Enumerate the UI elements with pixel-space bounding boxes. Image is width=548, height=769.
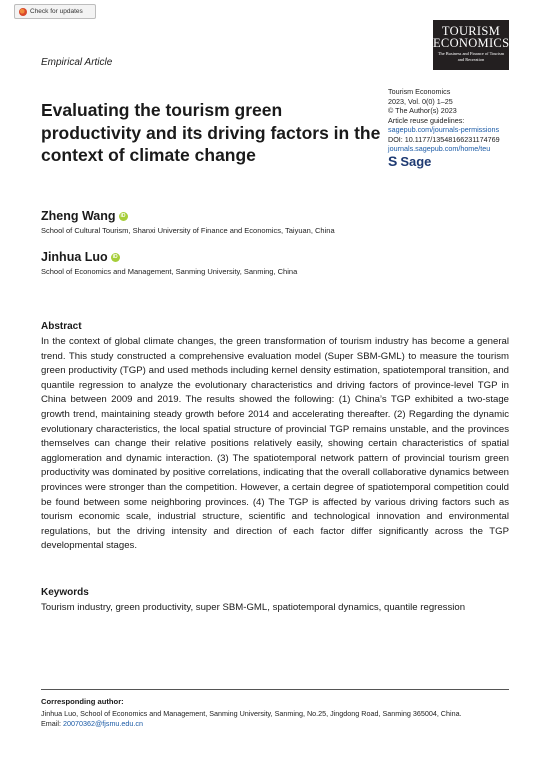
author-name-text: Jinhua Luo xyxy=(41,250,108,264)
abstract-text: In the context of global climate changes, the green transformation of tourism industry has become a general trend. This study constructed a comprehensive evaluation model (Super SBM-GML) to measure the tourism green productivity (TGP) and used methods including kernel density estimation, spatiotemporal transition, and quantile regression to analyze the evolutionary characteristics and driving factors of province-level TGP in China between 2009 and 2019. The results showed the following: (1) China’s TGP exhibited a two-stage growth trend, maintaining steady growth before 2014 and accelerating thereafter. (2) Regarding the dynamic evolutionary characteristics, the local spatial structure of provincial TGP remains unstable, and the provinces themselves can change their relative positions relatively easily, showing certain characteristics of spatial agglomeration and dynamic interaction. (3) The spatiotemporal network pattern of provincial tourism green productivity was dominated by positive correlations, indicating that the overall collaborative dynamics between provinces were stronger than the competition. However, a certain degree of spatiotemporal competition could be found between some neighboring provinces. (4) The TGP is affected by various driving factors such as tourism economic scale, industrial structure, scientific and technological innovation and environmental regulations, but the driving intensity and direction of each factor differ significantly across the TGP developmental stages. xyxy=(41,336,509,552)
author-name xyxy=(41,250,120,264)
journal-name: Tourism Economics xyxy=(388,87,451,96)
author-affiliation: School of Economics and Management, Sanming University, Sanming, China xyxy=(41,267,298,276)
publisher-name: Sage xyxy=(400,153,432,169)
journal-home-link[interactable]: journals.sagepub.com/home/teu xyxy=(388,144,491,153)
reuse-link[interactable]: sagepub.com/journals-permissions xyxy=(388,125,500,134)
article-title: Evaluating the tourism green productivity and its driving factors in the context of climate change xyxy=(41,100,381,165)
email-label: Email: xyxy=(41,719,61,729)
sage-logo-icon: S xyxy=(388,152,398,169)
email-link[interactable]: 20070362@fjsmu.edu.cn xyxy=(62,719,144,729)
keywords-heading: Keywords xyxy=(41,587,89,598)
footnote-divider xyxy=(41,689,509,690)
author-name-text: Zheng Wang xyxy=(41,209,116,223)
copyright: © The Author(s) 2023 xyxy=(388,106,457,115)
article-meta xyxy=(388,87,538,169)
corresponding-author-address: Jinhua Luo, School of Economics and Management, Sanming University, Sanming, No.25, Jingdong Road, Sanming 365004, China. xyxy=(41,709,462,718)
abstract-heading: Abstract xyxy=(41,321,82,332)
journal-logo-line1: TOURISM xyxy=(441,24,501,38)
reuse-label: Article reuse guidelines: xyxy=(388,115,465,125)
corresponding-author-email-line xyxy=(41,719,511,729)
check-for-updates-button[interactable] xyxy=(14,4,96,19)
corresponding-author-details xyxy=(41,709,511,730)
publisher-logo[interactable] xyxy=(388,152,538,169)
orcid-icon[interactable]: iD xyxy=(120,212,126,219)
corresponding-author-heading: Corresponding author: xyxy=(41,697,124,706)
journal-logo-line2: ECONOMICS xyxy=(433,36,510,50)
orcid-icon[interactable]: iD xyxy=(112,253,118,260)
journal-logo xyxy=(433,20,509,70)
check-for-updates-label: Check for updates xyxy=(30,8,83,15)
journal-logo-tagline: The Business and Finance of Tourism and Recreation xyxy=(437,51,505,62)
article-type: Empirical Article xyxy=(41,57,113,68)
crossmark-icon xyxy=(19,8,27,16)
volume-info: 2023, Vol. 0(0) 1–25 xyxy=(388,96,453,106)
doi: DOI: 10.1177/13548166231174769 xyxy=(388,134,500,144)
keywords-text: Tourism industry, green productivity, super SBM-GML, spatiotemporal dynamics, quantile regression xyxy=(41,602,466,613)
author-name xyxy=(41,209,128,223)
author-affiliation: School of Cultural Tourism, Shanxi University of Finance and Economics, Taiyuan, China xyxy=(41,226,335,235)
